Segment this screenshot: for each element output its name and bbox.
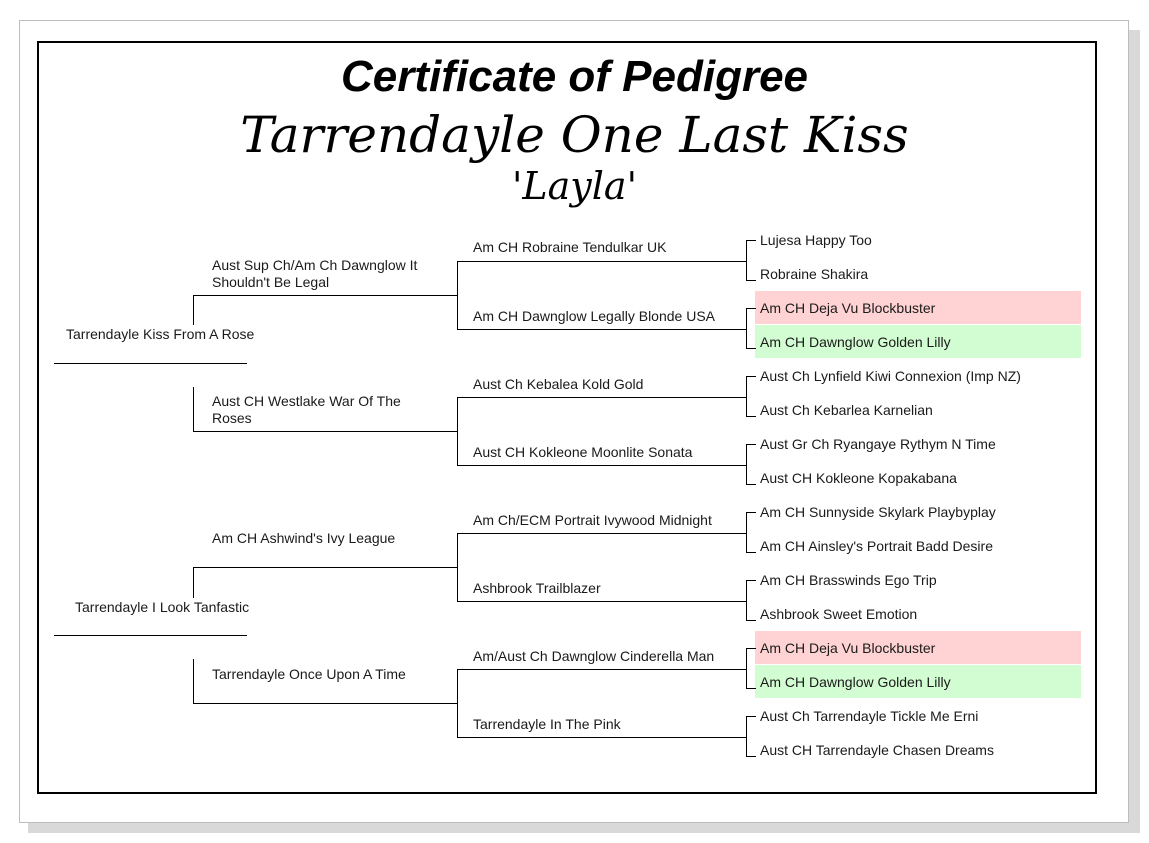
great-grandparent-line — [457, 737, 746, 738]
great-great-grandparent-name: Aust Ch Kebarlea Karnelian — [760, 402, 933, 418]
bracket-line — [193, 295, 194, 325]
great-great-grandparent-name: Aust CH Kokleone Kopakabana — [760, 470, 957, 486]
great-great-grandparent-name: Am CH Dawnglow Golden Lilly — [760, 674, 951, 690]
great-grandparent-line — [457, 329, 746, 330]
grandparent-line — [193, 431, 458, 432]
great-grandparent-line — [457, 261, 746, 262]
great-great-grandparent-name: Aust Ch Lynfield Kiwi Connexion (Imp NZ) — [760, 368, 1021, 384]
tick-line — [746, 580, 756, 581]
parent-sire: Tarrendayle Kiss From A Rose — [66, 326, 255, 342]
tick-line — [746, 376, 756, 377]
great-grandparent-name: Am CH Dawnglow Legally Blonde USA — [473, 308, 715, 324]
great-grandparent-line — [457, 601, 746, 602]
bracket-line — [193, 659, 194, 704]
grandparent-line — [193, 295, 458, 296]
great-grandparent-line — [457, 465, 746, 466]
bracket-line — [457, 397, 458, 466]
great-great-grandparent-name: Am CH Ainsley's Portrait Badd Desire — [760, 538, 993, 554]
great-great-grandparent-name: Aust CH Tarrendayle Chasen Dreams — [760, 742, 994, 758]
bracket-line — [746, 444, 747, 485]
great-grandparent-line — [457, 669, 746, 670]
tick-line — [746, 756, 756, 757]
tick-line — [746, 512, 756, 513]
great-grandparent-line — [457, 397, 746, 398]
great-grandparent-name: Aust Ch Kebalea Kold Gold — [473, 376, 644, 392]
grandparent-line — [193, 703, 458, 704]
tick-line — [746, 280, 756, 281]
great-grandparent-name: Am CH Robraine Tendulkar UK — [473, 239, 667, 255]
tick-line — [746, 484, 756, 485]
grandparent-line — [193, 567, 458, 568]
tick-line — [746, 444, 756, 445]
tick-line — [746, 620, 756, 621]
dog-name: Tarrendayle One Last Kiss — [240, 106, 909, 164]
great-grandparent-name: Tarrendayle In The Pink — [473, 716, 621, 732]
certificate-title: Certificate of Pedigree — [340, 52, 809, 101]
great-great-grandparent-name: Am CH Deja Vu Blockbuster — [760, 300, 936, 316]
great-grandparent-line — [457, 533, 746, 534]
bracket-line — [457, 533, 458, 602]
bracket-line — [746, 716, 747, 757]
great-grandparent-name: Ashbrook Trailblazer — [473, 580, 601, 596]
great-grandparent-name: Aust CH Kokleone Moonlite Sonata — [473, 444, 693, 460]
parent-line — [54, 363, 247, 364]
parent-line — [54, 635, 247, 636]
tick-line — [746, 688, 756, 689]
tick-line — [746, 416, 756, 417]
great-great-grandparent-name: Am CH Deja Vu Blockbuster — [760, 640, 936, 656]
great-great-grandparent-name: Ashbrook Sweet Emotion — [760, 606, 918, 622]
bracket-line — [746, 648, 747, 689]
bracket-line — [746, 512, 747, 553]
bracket-line — [746, 240, 747, 281]
great-great-grandparent-name: Aust Gr Ch Ryangaye Rythym N Time — [760, 436, 996, 452]
great-great-grandparent-name: Aust Ch Tarrendayle Tickle Me Erni — [760, 708, 979, 724]
bracket-line — [457, 669, 458, 738]
grandparent-name: Tarrendayle Once Upon A Time — [212, 666, 406, 682]
call-name: 'Layla' — [511, 164, 638, 208]
great-great-grandparent-name: Robraine Shakira — [760, 266, 869, 282]
bracket-line — [193, 387, 194, 432]
bracket-line — [457, 261, 458, 330]
bracket-line — [193, 567, 194, 598]
tick-line — [746, 348, 756, 349]
great-grandparent-name: Am/Aust Ch Dawnglow Cinderella Man — [473, 648, 715, 664]
tick-line — [746, 240, 756, 241]
parent-dam: Tarrendayle I Look Tanfastic — [75, 599, 250, 615]
tick-line — [746, 308, 756, 309]
great-grandparent-name: Am Ch/ECM Portrait Ivywood Midnight — [473, 512, 712, 528]
tick-line — [746, 716, 756, 717]
bracket-line — [746, 376, 747, 417]
great-great-grandparent-name: Am CH Sunnyside Skylark Playbyplay — [760, 504, 996, 520]
grandparent-name: Am CH Ashwind's Ivy League — [212, 530, 396, 546]
tick-line — [746, 648, 756, 649]
great-great-grandparent-name: Am CH Dawnglow Golden Lilly — [760, 334, 951, 350]
great-great-grandparent-name: Am CH Brasswinds Ego Trip — [760, 572, 937, 588]
great-great-grandparent-name: Lujesa Happy Too — [760, 232, 872, 248]
tick-line — [746, 552, 756, 553]
bracket-line — [746, 580, 747, 621]
bracket-line — [746, 308, 747, 349]
grandparent-name: Aust Sup Ch/Am Ch Dawnglow It Shouldn't Be Legal — [212, 257, 418, 290]
grandparent-name: Aust CH Westlake War Of The Roses — [212, 393, 401, 426]
